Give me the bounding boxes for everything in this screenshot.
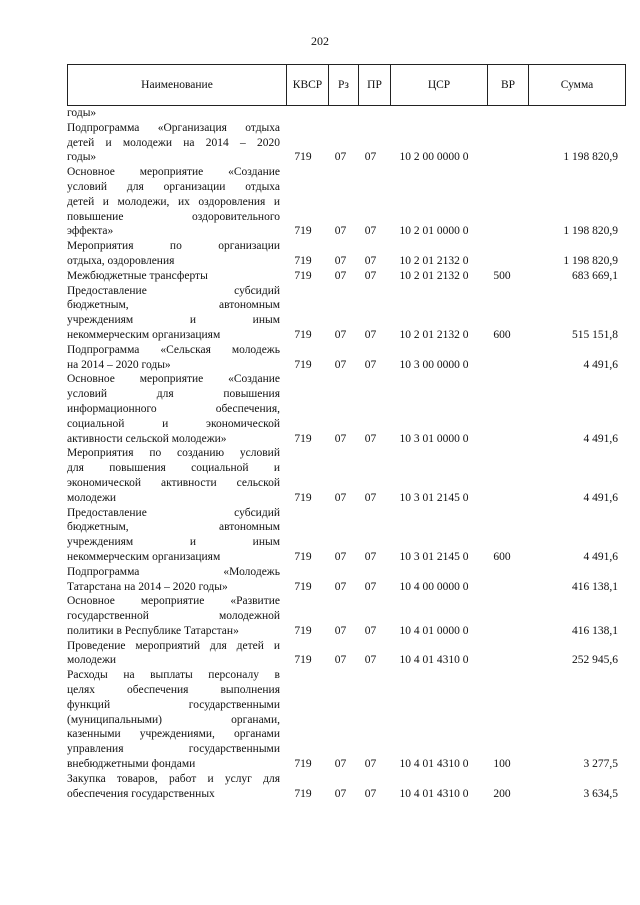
row-kvsr: 719 xyxy=(294,491,312,504)
row-csr: 10 3 01 2145 0 xyxy=(399,491,469,504)
row-name-line: Межбюджетные трансферты xyxy=(67,269,208,282)
row-kvsr: 719 xyxy=(294,151,312,164)
row-name-line: Подпрограмма «Сельская молодежь xyxy=(67,343,280,356)
row-sum: 515 151,8 xyxy=(572,328,618,341)
row-kvsr: 719 xyxy=(294,550,312,563)
row-csr: 10 2 01 0000 0 xyxy=(399,225,469,238)
row-name-line: Проведение мероприятий для детей и xyxy=(67,639,280,652)
row-pr: 07 xyxy=(364,269,377,282)
row-name-line: Мероприятия по созданию условий xyxy=(67,447,280,460)
row-pr: 07 xyxy=(364,550,377,563)
header-csr: ЦСР xyxy=(391,65,488,105)
row-csr: 10 2 01 2132 0 xyxy=(399,254,469,267)
row-kvsr: 719 xyxy=(294,432,312,445)
row-csr: 10 4 00 0000 0 xyxy=(399,580,469,593)
table-row xyxy=(67,565,626,595)
table-row xyxy=(67,668,626,772)
row-rz: 07 xyxy=(334,550,347,563)
row-rz: 07 xyxy=(334,758,347,771)
header-rz: Рз xyxy=(329,65,359,105)
row-kvsr: 719 xyxy=(294,269,312,282)
row-rz: 07 xyxy=(334,580,347,593)
row-pr: 07 xyxy=(364,624,377,637)
row-csr: 10 3 01 2145 0 xyxy=(399,550,469,563)
row-name-line: отдыха, оздоровления xyxy=(67,254,175,267)
row-csr: 10 3 00 0000 0 xyxy=(399,358,469,371)
row-rz: 07 xyxy=(334,787,347,800)
row-sum: 4 491,6 xyxy=(583,358,618,371)
row-name-line: молодежи xyxy=(67,491,117,504)
row-pr: 07 xyxy=(364,225,377,238)
row-name-line: управления государственными xyxy=(67,743,280,756)
table-row xyxy=(67,269,626,284)
table-row xyxy=(67,772,626,802)
row-kvsr: 719 xyxy=(294,580,312,593)
row-sum: 4 491,6 xyxy=(583,550,618,563)
table-header xyxy=(67,64,626,106)
table-row xyxy=(67,343,626,373)
row-vr: 200 xyxy=(493,787,511,800)
row-sum: 1 198 820,9 xyxy=(563,225,618,238)
table-row xyxy=(67,121,626,165)
row-name-line: обеспечения государственных xyxy=(67,787,215,800)
table-row xyxy=(67,446,626,505)
header-kvsr: КВСР xyxy=(287,65,329,105)
row-name xyxy=(67,121,280,165)
row-name-line: эффекта» xyxy=(67,225,114,238)
row-kvsr: 719 xyxy=(294,624,312,637)
row-name-line: Основное мероприятие «Создание xyxy=(67,373,280,386)
row-kvsr: 719 xyxy=(294,654,312,667)
row-vr: 600 xyxy=(493,328,511,341)
table-row xyxy=(67,239,626,269)
row-rz: 07 xyxy=(334,358,347,371)
row-name xyxy=(67,594,280,638)
row-name-line: Расходы на выплаты персоналу в xyxy=(67,669,280,682)
row-csr: 10 2 01 2132 0 xyxy=(399,269,469,282)
row-name-line: внебюджетными фондами xyxy=(67,758,196,771)
row-name xyxy=(67,269,280,284)
row-name-line: Подпрограмма «Организация отдыха xyxy=(67,121,280,134)
row-csr: 10 2 00 0000 0 xyxy=(399,151,469,164)
row-name-line: активности сельской молодежи» xyxy=(67,432,227,445)
row-name-line: Основное мероприятие «Развитие xyxy=(67,595,280,608)
row-name-line: учреждениям и иным xyxy=(67,536,280,549)
row-name xyxy=(67,772,280,802)
row-pr: 07 xyxy=(364,328,377,341)
row-name-line: Мероприятия по организации xyxy=(67,240,280,253)
row-name-line: политики в Республике Татарстан» xyxy=(67,624,239,637)
row-kvsr: 719 xyxy=(294,358,312,371)
row-kvsr: 719 xyxy=(294,254,312,267)
row-rz: 07 xyxy=(334,328,347,341)
row-csr: 10 4 01 4310 0 xyxy=(399,787,469,800)
row-name-line: для повышения социальной и xyxy=(67,462,280,475)
row-pr: 07 xyxy=(364,580,377,593)
row-sum: 3 634,5 xyxy=(583,787,618,800)
row-rz: 07 xyxy=(334,624,347,637)
row-name xyxy=(67,668,280,772)
row-name xyxy=(67,343,280,373)
row-sum: 1 198 820,9 xyxy=(563,254,618,267)
row-kvsr: 719 xyxy=(294,225,312,238)
row-kvsr: 719 xyxy=(294,328,312,341)
row-rz: 07 xyxy=(334,269,347,282)
row-sum: 416 138,1 xyxy=(572,580,618,593)
header-sum: Сумма xyxy=(560,79,594,91)
row-name-line: (муниципальными) органами, xyxy=(67,713,280,726)
row-vr: 100 xyxy=(493,758,511,771)
row-rz: 07 xyxy=(334,432,347,445)
row-csr: 10 3 01 0000 0 xyxy=(399,432,469,445)
row-name xyxy=(67,565,280,595)
row-csr: 10 4 01 4310 0 xyxy=(399,654,469,667)
row-pr: 07 xyxy=(364,432,377,445)
row-sum: 4 491,6 xyxy=(583,432,618,445)
row-name-line: информационного обеспечения, xyxy=(67,402,280,415)
row-name xyxy=(67,506,280,565)
row-name-line: Основное мероприятие «Создание xyxy=(67,166,280,179)
table-row xyxy=(67,594,626,638)
row-name-line: условий для повышения xyxy=(67,388,280,401)
row-kvsr: 719 xyxy=(294,787,312,800)
row-sum: 416 138,1 xyxy=(572,624,618,637)
table-row xyxy=(67,506,626,565)
row-vr: 600 xyxy=(493,550,511,563)
row-name xyxy=(67,284,280,343)
row-csr: 10 4 01 0000 0 xyxy=(399,624,469,637)
row-name xyxy=(67,372,280,446)
table-row xyxy=(67,165,626,239)
row-name-line: Татарстана на 2014 – 2020 годы» xyxy=(67,580,228,593)
row-pr: 07 xyxy=(364,758,377,771)
row-name-line: годы» xyxy=(67,151,97,164)
row-name-line: некоммерческим организациям xyxy=(67,328,221,341)
row-name-line: годы» xyxy=(67,107,97,119)
header-pr: ПР xyxy=(359,65,391,105)
row-kvsr: 719 xyxy=(294,758,312,771)
row-name xyxy=(67,446,280,505)
row-name-line: на 2014 – 2020 годы» xyxy=(67,358,171,371)
row-csr: 10 2 01 2132 0 xyxy=(399,328,469,341)
table-row xyxy=(67,284,626,343)
header-vr: ВР xyxy=(488,65,529,105)
row-vr: 500 xyxy=(493,269,511,282)
row-rz: 07 xyxy=(334,491,347,504)
row-sum: 3 277,5 xyxy=(583,758,618,771)
row-name-line: бюджетным, автономным xyxy=(67,299,280,312)
row-pr: 07 xyxy=(364,151,377,164)
row-sum: 4 491,6 xyxy=(583,491,618,504)
row-rz: 07 xyxy=(334,254,347,267)
table-row xyxy=(67,639,626,669)
row-name-line: некоммерческим организациям xyxy=(67,550,221,563)
row-name-line: детей и молодежи, их оздоровления и xyxy=(67,195,280,208)
row-name-line: Закупка товаров, работ и услуг для xyxy=(67,772,280,785)
row-sum: 252 945,6 xyxy=(572,654,618,667)
row-name-line: Предоставление субсидий xyxy=(67,284,280,297)
row-name-line: повышение оздоровительного xyxy=(67,210,280,223)
row-name-line: детей и молодежи на 2014 – 2020 xyxy=(67,136,280,149)
row-name-line: Подпрограмма «Молодежь xyxy=(67,565,280,578)
page-number: 202 xyxy=(311,34,329,48)
row-pr: 07 xyxy=(364,358,377,371)
row-name xyxy=(67,639,280,669)
row-sum: 1 198 820,9 xyxy=(563,151,618,164)
header-name: Наименование xyxy=(68,65,287,105)
row-name-line: условий для организации отдыха xyxy=(67,180,280,193)
row-name-line: экономической активности сельской xyxy=(67,476,280,489)
row-name-line: функций государственными xyxy=(67,698,280,711)
row-name-line: Предоставление субсидий xyxy=(67,506,280,519)
row-name-line: молодежи xyxy=(67,654,117,667)
row-name-line: социальной и экономической xyxy=(67,417,280,430)
row-name-line: учреждениям и иным xyxy=(67,314,280,327)
row-pr: 07 xyxy=(364,254,377,267)
row-name-line: государственной молодежной xyxy=(67,610,280,623)
row-name xyxy=(67,239,280,269)
row-name-line: казенными учреждениями, органами xyxy=(67,728,280,741)
row-sum: 683 669,1 xyxy=(572,269,618,282)
table-row xyxy=(67,372,626,446)
table-row xyxy=(67,106,626,121)
row-pr: 07 xyxy=(364,491,377,504)
row-rz: 07 xyxy=(334,225,347,238)
row-rz: 07 xyxy=(334,654,347,667)
row-pr: 07 xyxy=(364,654,377,667)
row-name xyxy=(67,165,280,239)
row-name xyxy=(67,106,280,121)
row-csr: 10 4 01 4310 0 xyxy=(399,758,469,771)
table-body xyxy=(67,106,626,801)
row-pr: 07 xyxy=(364,787,377,800)
row-rz: 07 xyxy=(334,151,347,164)
row-name-line: бюджетным, автономным xyxy=(67,521,280,534)
row-name-line: целях обеспечения выполнения xyxy=(67,684,280,697)
